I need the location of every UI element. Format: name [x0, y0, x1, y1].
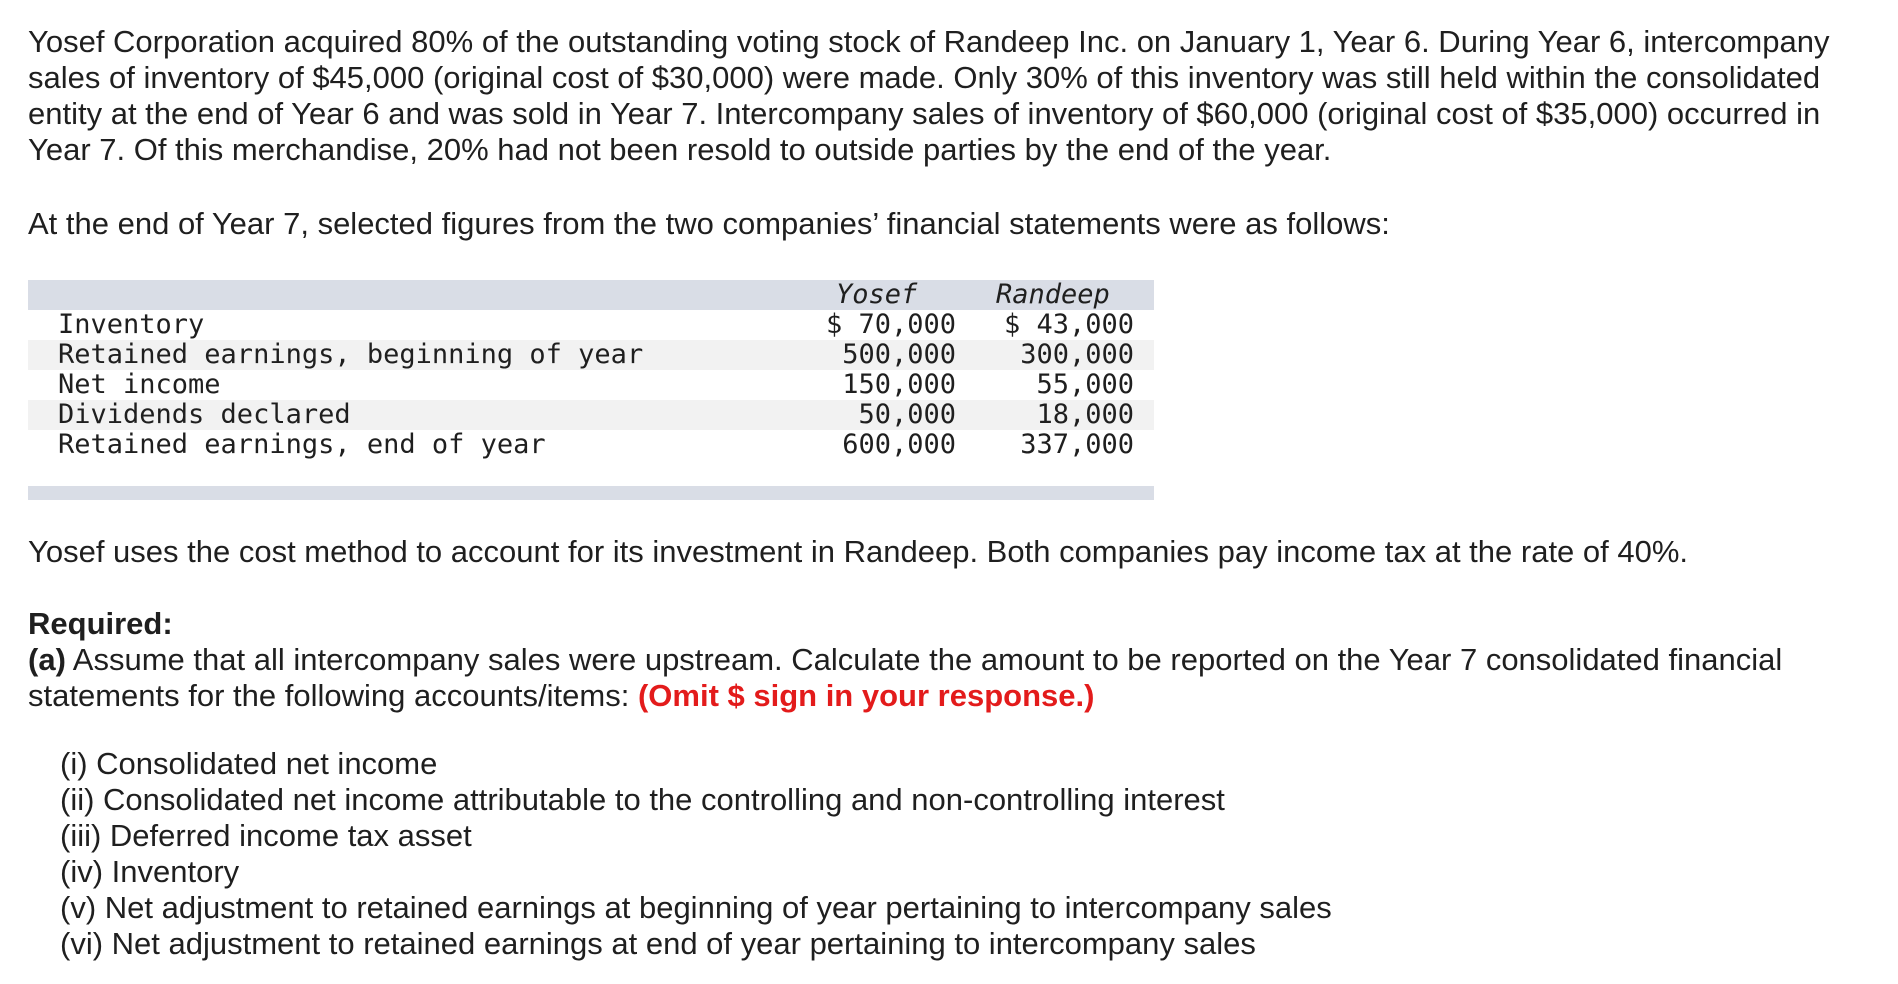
- row-label: Inventory: [58, 309, 205, 340]
- row-label: Dividends declared: [58, 399, 351, 430]
- row-label: Net income: [58, 369, 221, 400]
- header-randeep: Randeep: [996, 279, 1110, 310]
- randeep-value: 337,000: [1020, 429, 1134, 460]
- table-footer-band: [28, 486, 1154, 500]
- financial-figures-table: [28, 280, 1154, 500]
- table-row: [28, 430, 1154, 460]
- row-label: Retained earnings, beginning of year: [58, 339, 644, 370]
- table-row: [28, 370, 1154, 400]
- randeep-value: $ 43,000: [1003, 309, 1134, 340]
- table-row: [28, 400, 1154, 430]
- yosef-value: 500,000: [842, 339, 956, 370]
- list-item: (vi) Net adjustment to retained earnings at end of year pertaining to intercompany sales: [60, 926, 1256, 961]
- row-label: Retained earnings, end of year: [58, 429, 546, 460]
- table-header-row: [28, 280, 1154, 310]
- randeep-value: 300,000: [1020, 339, 1134, 370]
- method-note: Yosef uses the cost method to account for its investment in Randeep. Both companies pay income tax at the rate of 40%.: [28, 534, 1689, 569]
- list-item: (iii) Deferred income tax asset: [60, 818, 472, 853]
- list-item: (ii) Consolidated net income attributable to the controlling and non-controlling interest: [60, 782, 1225, 817]
- omit-sign-note: (Omit $ sign in your response.): [637, 678, 1095, 713]
- yosef-value: 50,000: [858, 399, 956, 430]
- part-text: Assume that all intercompany sales were upstream. Calculate the amount to be reported on the Year 7 consolidated financial statements for the following accounts/items:: [28, 642, 1783, 713]
- required-heading: Required:: [28, 606, 173, 641]
- table-row: [28, 310, 1154, 340]
- yosef-value: 150,000: [842, 369, 956, 400]
- table-row: [28, 340, 1154, 370]
- yosef-value: 600,000: [842, 429, 956, 460]
- table-lead-in: At the end of Year 7, selected figures from the two companies’ financial statements were as follows:: [28, 206, 1390, 241]
- problem-intro: Yosef Corporation acquired 80% of the outstanding voting stock of Randeep Inc. on January 1, Year 6. During Year 6, intercompany sales of inventory of $45,000 (original cost of $30,000) were made. Only 30% of this inventory was still held within the consolidated entity at the end of Year 6 and was sold in Year 7. Intercompany sales of inventory of $60,000 (original cost of $35,000) occurred in Year 7. Of this merchandise, 20% had not been resold to outside parties by the end of the year.: [28, 24, 1830, 167]
- randeep-value: 18,000: [1036, 399, 1134, 430]
- yosef-value: $ 70,000: [825, 309, 956, 340]
- list-item: (iv) Inventory: [60, 854, 240, 889]
- part-label: (a): [28, 642, 66, 677]
- required-items-list: [60, 746, 1332, 962]
- list-item: (v) Net adjustment to retained earnings at beginning of year pertaining to intercompany sales: [60, 890, 1332, 925]
- header-yosef: Yosef: [836, 279, 918, 310]
- required-instructions: [28, 642, 1868, 714]
- list-item: (i) Consolidated net income: [60, 746, 438, 781]
- randeep-value: 55,000: [1036, 369, 1134, 400]
